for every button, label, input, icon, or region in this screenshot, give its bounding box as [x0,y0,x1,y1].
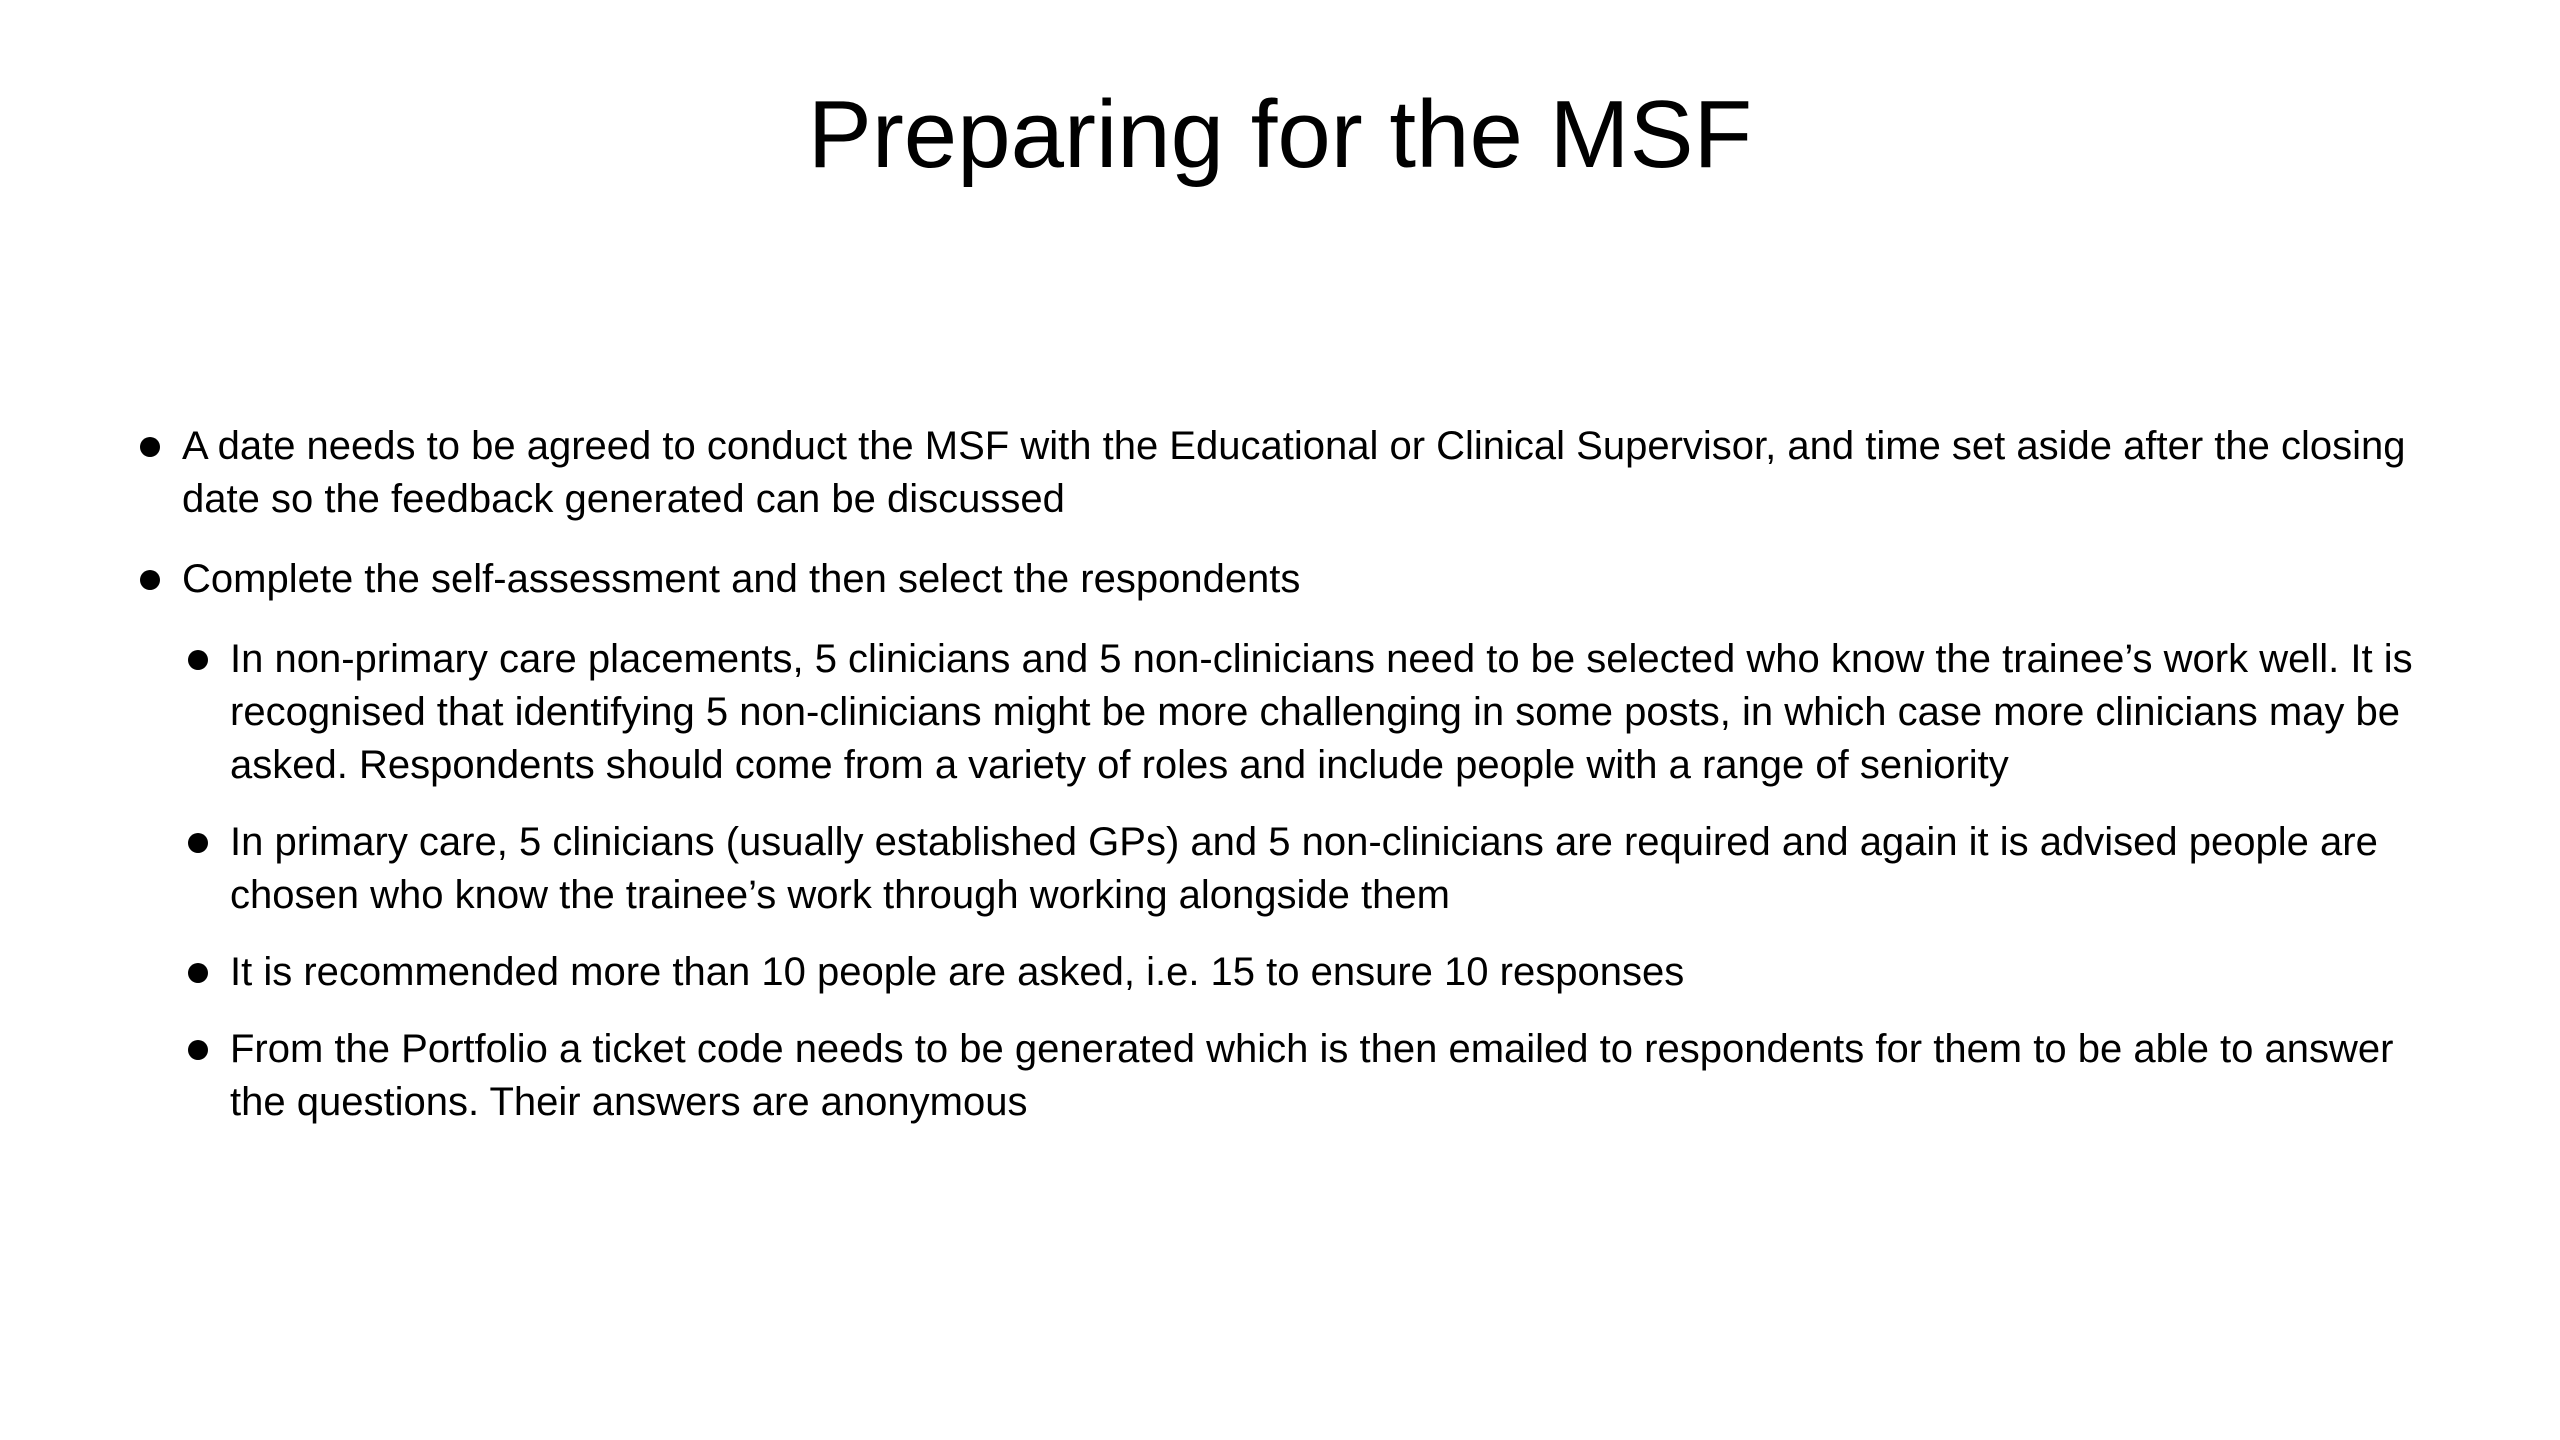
sub-bullet-text: From the Portfolio a ticket code needs to be generated which is then emailed to respondents for them to be able to answer the questions. Their answers are anonymous [230,1027,2394,1124]
bullet-dot-icon [140,570,160,590]
bullet-dot-icon [188,963,208,983]
sub-bullet-item [188,633,2460,792]
sub-bullet-text: In primary care, 5 clinicians (usually established GPs) and 5 non-clinicians are required and again it is advised people are chosen who know the trainee’s work through working alongside them [230,820,2378,917]
bullet-text: Complete the self-assessment and then select the respondents [182,557,1301,601]
bullet-dot-icon [188,833,208,853]
bullet-list [140,420,2460,1153]
sub-bullet-text: It is recommended more than 10 people are asked, i.e. 15 to ensure 10 responses [230,950,1685,994]
bullet-dot-icon [188,1040,208,1060]
slide-title: Preparing for the MSF [807,81,1753,188]
bullet-text: A date needs to be agreed to conduct the MSF with the Educational or Clinical Supervisor, and time set aside after the closing date so the feedback generated can be discussed [182,424,2406,521]
bullet-item [140,553,2460,606]
sub-bullet-text: In non-primary care placements, 5 clinicians and 5 non-clinicians need to be selected who know the trainee’s work well. It is recognised that identifying 5 non-clinicians might be more challenging in some posts, in which case more clinicians may be asked. Respondents should come from a variety of roles and include people with a range of seniority [230,637,2413,787]
bullet-dot-icon [188,650,208,670]
bullet-item [140,420,2460,526]
sub-bullet-item [188,946,2460,999]
sub-bullet-item [188,1023,2460,1129]
sub-bullet-item [188,816,2460,922]
bullet-dot-icon [140,437,160,457]
